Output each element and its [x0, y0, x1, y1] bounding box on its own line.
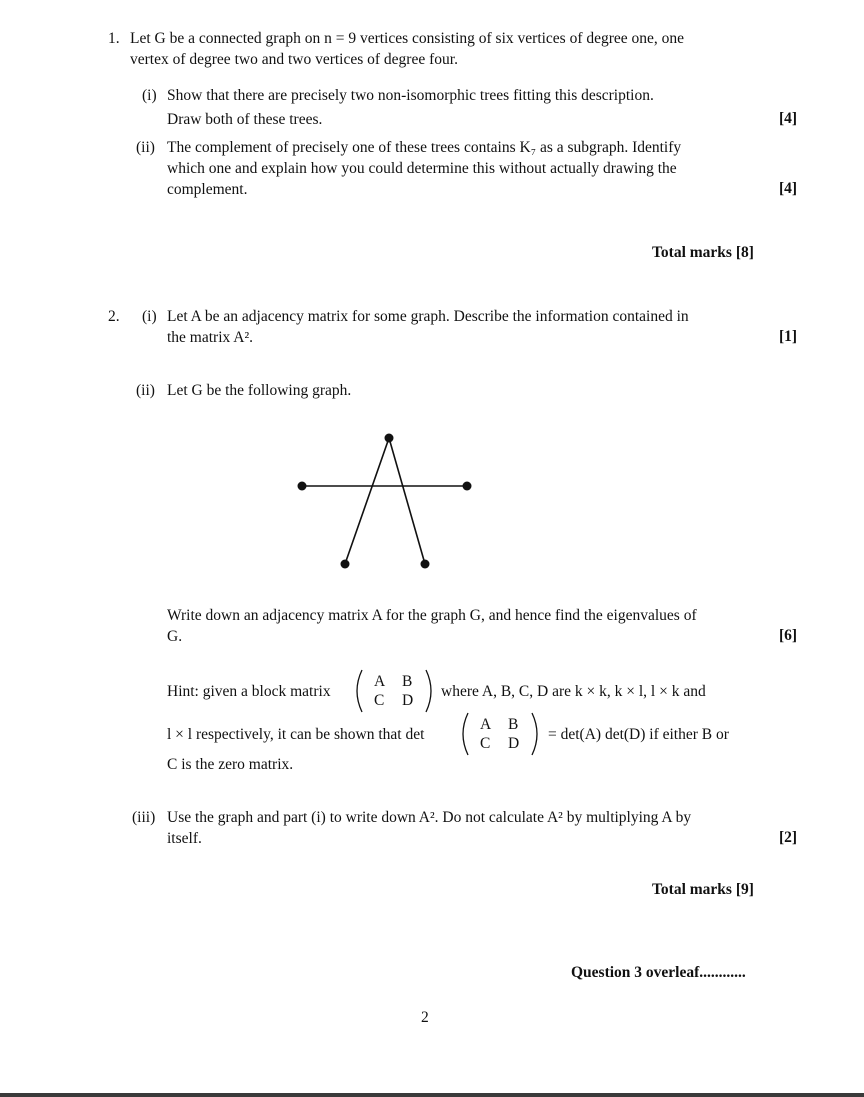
q1-intro-line2: vertex of degree two and two vertices of degree four.	[130, 51, 458, 68]
q2-write-marks: [6]	[779, 627, 798, 644]
q2-part-ii-line1: Let G be the following graph.	[167, 382, 352, 399]
q2-part-iii-marks: [2]	[779, 829, 798, 846]
hint-line2-suffix: = det(A) det(D) if either B or	[548, 726, 729, 743]
graph-vertex-left	[298, 482, 307, 491]
q2-total-marks: Total marks [9]	[652, 881, 754, 898]
q2-part-i-line2: the matrix A².	[167, 329, 254, 346]
q2-write-line1: Write down an adjacency matrix A for the graph G, and hence find the eigenvalues of	[167, 607, 697, 624]
q1-part-ii-label: (ii)	[136, 139, 155, 156]
q2-write-line2: G.	[167, 628, 183, 645]
hint-mid: where A, B, C, D are k × k, k × l, l × k and	[441, 683, 706, 700]
q2-part-iii-line2: itself.	[167, 830, 202, 847]
matrix2-c: C	[480, 735, 491, 752]
bottom-edge-bar	[0, 1093, 864, 1097]
q2-part-iii-line1: Use the graph and part (i) to write down A². Do not calculate A² by multiplying A by	[167, 809, 692, 826]
graph-edge-right	[389, 438, 425, 564]
q1-part-ii-line3: complement.	[167, 181, 248, 198]
q1-number: 1.	[108, 30, 120, 47]
hint-prefix: Hint: given a block matrix	[167, 683, 331, 700]
hint-line2-prefix: l × l respectively, it can be shown that det	[167, 726, 425, 743]
q2-part-i-line1: Let A be an adjacency matrix for some graph. Describe the information contained in	[167, 308, 689, 325]
q1-part-i-line1: Show that there are precisely two non-isomorphic trees fitting this description.	[167, 87, 654, 104]
graph-vertex-top	[385, 434, 394, 443]
q2-part-ii-label: (ii)	[136, 382, 155, 399]
matrix1-b: B	[402, 673, 413, 690]
q1-part-i-line2: Draw both of these trees.	[167, 111, 323, 128]
q1-part-ii-marks: [4]	[779, 180, 798, 197]
page-number: 2	[421, 1009, 429, 1026]
graph-edge-left	[345, 438, 389, 564]
q1-total-marks: Total marks [8]	[652, 244, 754, 261]
q2-part-i-label: (i)	[142, 308, 157, 325]
q1-part-ii-line1: The complement of precisely one of these trees contains K₇ as a subgraph. Identify	[167, 139, 682, 156]
q1-part-i-marks: [4]	[779, 110, 798, 127]
block-matrix-1	[354, 668, 434, 714]
q2-part-i-marks: [1]	[779, 328, 798, 345]
q2-number: 2.	[108, 308, 120, 325]
matrix1-c: C	[374, 692, 385, 709]
question-3-overleaf: Question 3 overleaf............	[571, 964, 746, 981]
hint-line3: C is the zero matrix.	[167, 756, 294, 773]
q2-part-iii-label: (iii)	[132, 809, 156, 826]
matrix1-a: A	[374, 673, 386, 690]
q1-intro-line1: Let G be a connected graph on n = 9 vertices consisting of six vertices of degree one, one	[130, 30, 685, 47]
block-matrix-2	[460, 711, 540, 757]
matrix2-d: D	[508, 735, 520, 752]
matrix2-a: A	[480, 716, 492, 733]
q1-part-ii-line2: which one and explain how you could determine this without actually drawing the	[167, 160, 677, 177]
matrix1-d: D	[402, 692, 414, 709]
graph-vertex-right	[463, 482, 472, 491]
q1-part-i-label: (i)	[142, 87, 157, 104]
graph-vertex-bottom-left	[341, 560, 350, 569]
graph-vertex-bottom-right	[421, 560, 430, 569]
matrix2-b: B	[508, 716, 519, 733]
